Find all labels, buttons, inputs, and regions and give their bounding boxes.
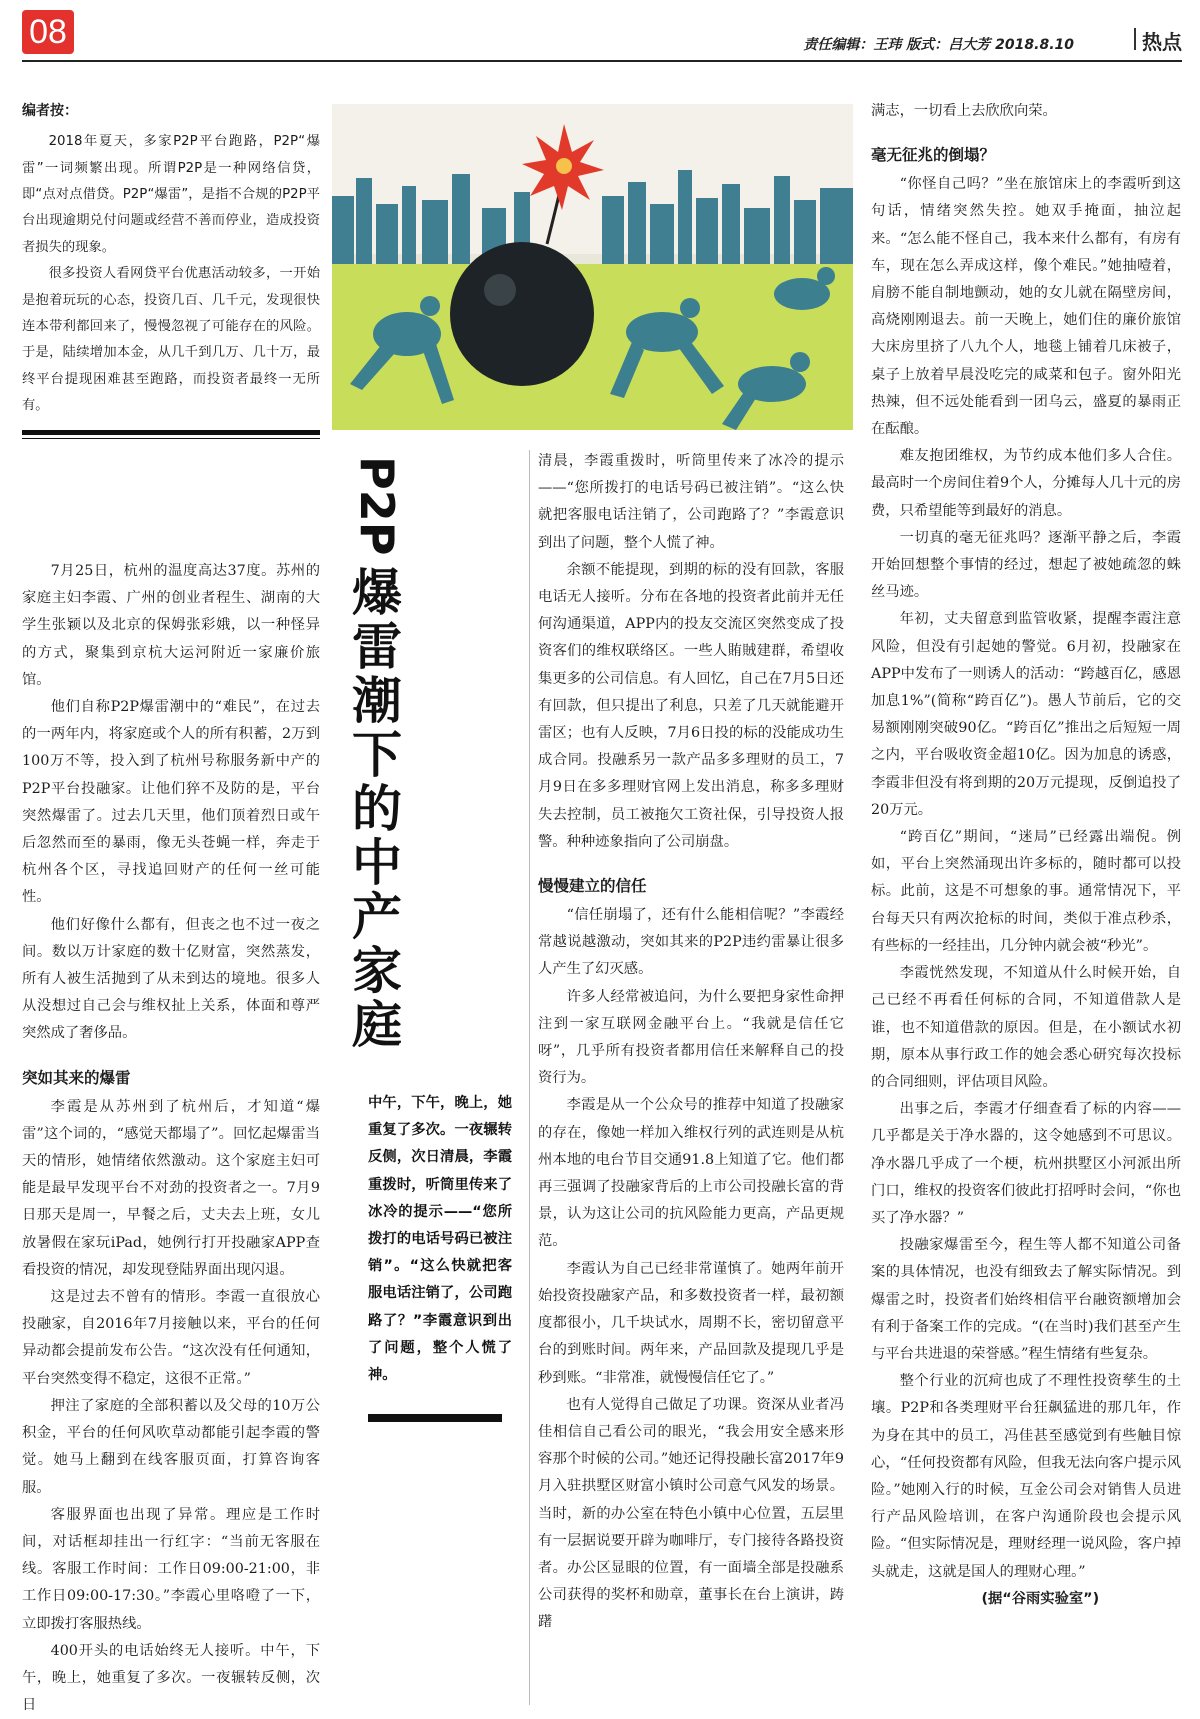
article-paragraph: 一切真的毫无征兆吗？逐渐平静之后，李霞开始回想整个事情的经过，想起了被她疏忽的蛛丝马迹。 [871, 529, 1181, 601]
header-rule [22, 60, 1182, 62]
section-heading: 毫无征兆的倒塌？ [871, 146, 996, 165]
headline-char: 雷 [352, 618, 402, 676]
source-credit: (据“谷雨实验室”) [981, 1590, 1100, 1607]
article-column-1 [22, 558, 320, 1719]
article-paragraph: 出事之后，李霞才仔细查看了标的内容——几乎都是关于净水器的，这令她感到不可思议。净水器几乎成了一个梗，杭州拱墅区小河派出所门口，维权的投资客们彼此打招呼时会问，“你也买了净水器？” [871, 1101, 1181, 1226]
section-heading: 慢慢建立的信任 [538, 877, 647, 896]
article-paragraph: 他们好像什么都有，但丧之也不过一夜之间。数以万计家庭的数十亿财富，突然蒸发，所有人被生活抛到了从未到达的境地。很多人从没想过自己会与维权扯上关系，体面和尊严突然成了奢侈品。 [22, 916, 320, 1042]
article-paragraph: 满志，一切看上去欣欣向荣。 [871, 103, 1057, 119]
article-paragraph: “你怪自己吗？”坐在旅馆床上的李霞听到这句话，情绪突然失控。她双手掩面，抽泣起来。“怎么能不怪自己，我本来什么都有，有房有车，现在怎么弄成这样，像个难民。”她抽噎着，肩膀不能自制地颤动，她的女儿就在隔壁房间，高烧刚刚退去。前一天晚上，她们住的廉价旅馆大床房里挤了八九个人，地毯上铺着几床被子，桌子上放着早晨没吃完的咸菜和包子。窗外阳光热辣，但不远处能看到一团乌云，盛夏的暴雨正在酝酿。 [871, 176, 1181, 438]
article-paragraph: 400开头的电话始终无人接听。中午，下午，晚上，她重复了多次。一夜辗转反侧，次日 [22, 1642, 320, 1714]
column-divider [529, 450, 530, 1705]
article-paragraph: 清晨，李霞重拨时，听筒里传来了冰冷的提示——“您所拨打的电话号码已被注销”。“这么快就把客服电话注销了，公司跑路了？”李霞意识到出了问题，整个人慌了神。 [538, 453, 844, 551]
headline-char: 爆 [352, 564, 402, 622]
editor-note-rule-thin [22, 438, 320, 439]
article-paragraph: 李霞恍然发现，不知道从什么时候开始，自己已经不再看任何标的合同，不知道借款人是谁，也不知道借款的原因。但是，在小额试水初期，原本从事行政工作的她会悉心研究每次投标的合同细则，评估项目风险。 [871, 965, 1181, 1090]
article-paragraph: 客服界面也出现了异常。理应是工作时间，对话框却挂出一行红字：“当前无客服在线。客服工作时间：工作日09:00-21:00，非工作日09:00-17:30。”李霞心里咯噔了一下，立即拨打客服热线。 [22, 1506, 320, 1632]
headline [344, 456, 410, 1052]
article-paragraph: 余额不能提现，到期的标的没有回款，客服电话无人接听。分布在各地的投资者此前并无任何沟通渠道，APP内的投友交流区突然变成了投资客们的维权联络区。一些人賄賊建群，希望收集更多的公司信息。有人回忆，自己在7月5日还有回款，但只提出了利息，只差了几天就能避开雷区；也有人反映，7月6日投的标的没能成功生成合同。投融系另一款产品多多理财的员工，7月9日在多多理财官网上发出消息，称多多理财失去控制，员工被拖欠工资社保，引导投资人报警。种种迹象指向了公司崩盘。 [538, 561, 844, 850]
headline-char: 产 [352, 888, 402, 946]
article-paragraph: 难友抱团维权，为节约成本他们多人合住。最高时一个房间住着9个人，分摊每人几十元的房费，只希望能等到最好的消息。 [871, 448, 1181, 519]
article-column-2 [538, 448, 844, 1637]
article-paragraph: 也有人觉得自己做足了功课。资深从业者冯佳相信自己看公司的眼光，“我会用安全感来形容那个时候的公司。”她还记得投融长富2017年9月入驻拱墅区财富小镇时公司意气风发的场景。当时，新的办公室在特色小镇中心位置，五层里有一层据说要开辟为咖啡厅，专门接待各路投资者。办公区显眼的位置，有一面墙全部是投融系公司获得的奖杯和勋章，董事长在台上演讲，踌躇 [538, 1396, 844, 1631]
headline-char: 家 [352, 942, 402, 1000]
page-number: 08 [22, 10, 74, 54]
editor-note-paragraph: 2018年夏天，多家P2P平台跑路，P2P“爆雷”一词频繁出现。所谓P2P是一种网络信贷，即“点对点借贷。P2P“爆雷”，是指不合规的P2P平台出现逾期兑付问题或经营不善而停业，造成投资者损失的现象。 [22, 134, 320, 255]
article-paragraph: 投融家爆雷至今，程生等人都不知道公司备案的具体情况，也没有细致去了解实际情况。到爆雷之时，投资者们始终相信平台融资额增加会有利于备案工作的完成。“(在当时)我们甚至产生与平台共进退的荣誉感。”程生情绪有些复杂。 [871, 1237, 1181, 1362]
section-name: 热点 [1142, 30, 1182, 54]
header-separator [1134, 28, 1136, 50]
headline-latin: P2P [350, 456, 404, 556]
article-paragraph: 这是过去不曾有的情形。李霞一直很放心投融家，自2016年7月接触以来，平台的任何异动都会提前发布公告。“这次没有任何通知，平台突然变得不稳定，这很不正常。” [22, 1289, 320, 1387]
article-paragraph: 年初，丈夫留意到监管收紧，提醒李霞注意风险，但没有引起她的警觉。6月初，投融家在APP中发布了一则诱人的活动：“跨越百亿，感恩加息1%”(简称“跨百亿”)。愚人节前后，它的交易额刚刚突破90亿。“跨百亿”推出之后短短一周之内，平台吸收资金超10亿。因为加息的诱惑，李霞非但没有将到期的20万元提现，反倒追投了20万元。 [871, 611, 1181, 818]
article-paragraph: 李霞是从苏州到了杭州后，才知道“爆雷”这个词的，“感觉天都塌了”。回忆起爆雷当天的情形，她情绪依然激动。这个家庭主妇可能是最早发现平台不对劲的投资者之一。7月9日那天是周一，早餐之后，丈夫去上班，女儿放暑假在家玩iPad，她例行打开投融家APP查看投资的情况，却发现登陆界面出现闪退。 [22, 1098, 320, 1278]
article-column-3 [871, 98, 1181, 1613]
article-paragraph: 整个行业的沉疴也成了不理性投资孳生的土壤。P2P和各类理财平台狂飙猛进的那几年，作为身在其中的员工，冯佳甚至感觉到有些触目惊心，“任何投资都有风险，但我无法向客户提示风险。”她刚入行的时候，互金公司会对销售人员进行产品风险培训，在客户沟通阶段也会提示风险。“但实际情况是，理财经理一说风险，客户掉头就走，这就是国人的理财心理。” [871, 1373, 1181, 1580]
article-paragraph: 押注了家庭的全部积蓄以及父母的10万公积金，平台的任何风吹草动都能引起李霞的警觉。她马上翻到在线客服页面，打算咨询客服。 [22, 1397, 320, 1496]
editor-note-rule [22, 430, 320, 435]
bomb-illustration [332, 104, 853, 430]
headline-char: 中 [352, 834, 402, 892]
section-heading: 突如其来的爆雷 [22, 1068, 131, 1087]
editor-note [22, 98, 320, 420]
article-paragraph: 李霞是从一个公众号的推荐中知道了投融家的存在，像她一样加入维权行列的武连则是从杭州本地的电台节目交通91.8上知道了它。他们都再三强调了投融家背后的上市公司投融长富的背景，认为这让公司的抗风险能力更高，产品更规范。 [538, 1097, 844, 1250]
editor-credits: 责任编辑：王玮 版式：吕大芳 2018.8.10 [803, 37, 1074, 53]
headline-char: 的 [352, 780, 402, 838]
article-paragraph: 许多人经常被追问，为什么要把身家性命押注到一家互联网金融平台上。“我就是信任它呀”，几乎所有投资者都用信任来解释自己的投资行为。 [538, 988, 844, 1087]
editor-note-paragraph: 很多投资人看网贷平台优惠活动较多，一开始是抱着玩玩的心态，投资几百、几千元，发现很快连本带利都回来了，慢慢忽视了可能存在的风险。于是，陆续增加本金，从几千到几万、几十万，最终平台提现困难甚至跑路，而投资者最终一无所有。 [22, 266, 320, 414]
pull-quote-rule [368, 1414, 502, 1422]
headline-char: 下 [352, 726, 402, 784]
editor-note-label: 编者按： [22, 103, 78, 119]
article-paragraph: 他们自称P2P爆雷潮中的“难民”，在过去的一两年内，将家庭或个人的所有积蓄，2万到100万不等，投入到了杭州号称服务新中产的P2P平台投融家。让他们猝不及防的是，平台突然爆雷了。过去几天里，他们顶着烈日或午后忽然而至的暴雨，像无头苍蝇一样，奔走于杭州各个区，寻找追回财产的任何一丝可能性。 [22, 699, 320, 906]
headline-char: 庭 [352, 996, 402, 1054]
article-paragraph: 李霞认为自己已经非常谨慎了。她两年前开始投资投融家产品，和多数投资者一样，最初额度都很小，几千块试水，周期不长，密切留意平台的到账时间。两年来，产品回款及提现几乎是秒到账。“非常准，就慢慢信任它了。” [538, 1260, 844, 1386]
article-paragraph: “跨百亿”期间，“迷局”已经露出端倪。例如，平台上突然涌现出许多标的，随时都可以投标。此前，这是不可想象的事。通常情况下，平台每天只有两次抢标的时间，类似于准点秒杀，有些标的一经挂出，几分钟内就会被“秒光”。 [871, 829, 1181, 954]
headline-char: 潮 [352, 672, 402, 730]
article-paragraph: “信任崩塌了，还有什么能相信呢？”李霞经常越说越激动，突如其来的P2P违约雷暴让很多人产生了幻灭感。 [538, 907, 844, 978]
pull-quote: 中午，下午，晚上，她重复了多次。一夜辗转反侧，次日清晨，李霞重拨时，听筒里传来了冰冷的提示——“您所拨打的电话号码已被注销”。“这么快就把客服电话注销了，公司跑路了？”李霞意识到出了问题，整个人慌了神。 [368, 1095, 512, 1384]
article-paragraph: 7月25日，杭州的温度高达37度。苏州的家庭主妇李霞、广州的创业者程生、湖南的大学生张颖以及北京的保姆张彩娥，以一种怪异的方式，聚集到京杭大运河附近一家廉价旅馆。 [22, 563, 320, 688]
